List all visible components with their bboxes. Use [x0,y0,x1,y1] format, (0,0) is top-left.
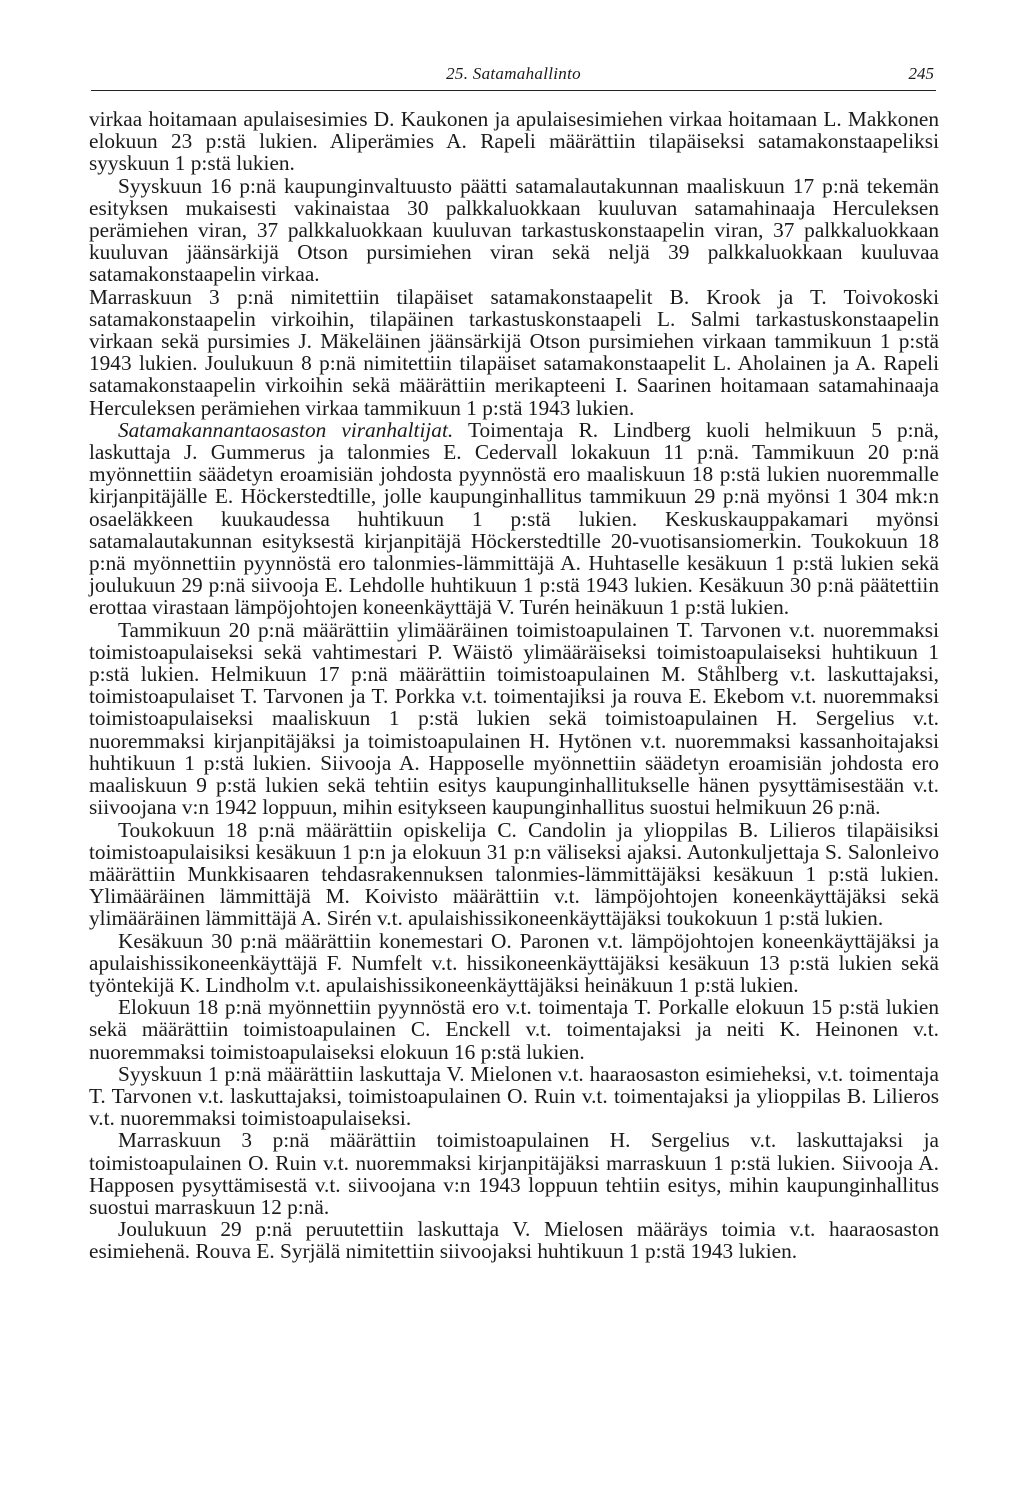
body-text [89,108,939,1263]
header-title: 25. Satamahallinto [446,64,581,83]
paragraph: Elokuun 18 p:nä myönnettiin pyynnöstä ero v.t. toimentaja T. Porkalle elokuun 15 p:stä lukien sekä määrättiin toimistoapulainen C. Enckell v.t. toimentajaksi ja neiti K. Heinonen v.t. nuoremmaksi toimistoapulaiseksi elokuun 16 p:stä lukien. [89,995,939,1064]
paragraph: Marraskuun 3 p:nä nimitettiin tilapäiset satamakonstaapelit B. Krook ja T. Toivokoski satamakonstaapelin virkoihin, tilapäinen tarkastuskonstaapeli L. Salmi tarkastuskonstaapelin virkaan sekä pursimies J. Mäkeläinen jäänsärkijä Otson pursimiehen virkaan tammikuun 1 p:stä 1943 lukien. Joulukuun 8 p:nä nimitettiin tilapäiset satamakonstaapelit L. Aholainen ja A. Rapeli satamakonstaapelin virkoihin sekä määrättiin merikapteeni I. Saarinen hoitamaan satamahinaaja Herculeksen perämiehen virkaa tammikuun 1 p:stä 1943 lukien. [89,284,939,420]
paragraph: Kesäkuun 30 p:nä määrättiin konemestari O. Paronen v.t. lämpöjohtojen koneenkäyttäjäksi ja apulaishissikoneenkäyttäjä F. Numfelt v.t. hissikoneenkäyttäjäksi kesäkuun 13 p:stä lukien sekä työntekijä K. Lindholm v.t. apulaishissikoneenkäyttäjäksi heinäkuun 1 p:stä lukien. [89,928,939,997]
paragraph: virkaa hoitamaan apulaisesimies D. Kaukonen ja apulaisesimiehen virkaa hoitamaan L. Makkonen elokuun 23 p:stä lukien. Aliperämies A. Rapeli määrättiin tilapäiseksi satamakonstaapeliksi syyskuun 1 p:stä lukien. [89,107,939,176]
section-heading: Satamakannantaosaston viranhaltijat. [118,417,454,442]
section-paragraph [89,419,939,619]
paragraph: Syyskuun 1 p:nä määrättiin laskuttaja V. Mielonen v.t. haaraosaston esimieheksi, v.t. toimentaja T. Tarvonen v.t. laskuttajaksi, toimistoapulainen O. Ruin v.t. toimentajaksi ja ylioppilas B. Lilieros v.t. nuoremmaksi toimistoapulaiseksi. [89,1061,939,1131]
paragraph: Joulukuun 29 p:nä peruutettiin laskuttaja V. Mielosen määräys toimia v.t. haaraosaston esimiehenä. Rouva E. Syrjälä nimitettiin siivoojaksi huhtikuun 1 p:stä 1943 lukien. [89,1217,939,1264]
section-lead-text: Toimentaja R. Lindberg kuoli helmikuun 5 p:nä, laskuttaja J. Gummerus ja talonmies E. Cedervall lokakuun 11 p:nä. Tammikuun 20 p:nä myönnettiin säädetyn eroamisiän johdosta pyynnöstä ero maaliskuun 18 p:stä lukien nuoremmalle kirjanpitäjälle E. Höckerstedtille, jolle kaupunginhallitus tammikuun 29 p:nä myönsi 1 304 mk:n osaeläkkeen kuukaudessa huhtikuun 1 p:stä lukien. Keskuskauppakamari myönsi satamalautakunnan esityksestä kirjanpitäjä Höckerstedtille 20-vuotisansiomerkin. Toukokuun 18 p:nä myönnettiin pyynnöstä ero talonmies-lämmittäjä A. Huhtaselle kesäkuun 1 p:stä lukien sekä joulukuun 29 p:nä siivooja E. Lehdolle huhtikuun 1 p:stä 1943 lukien. Kesäkuun 30 p:nä päätettiin erottaa virastaan lämpöjohtojen koneenkäyttäjä V. Turén heinäkuun 1 p:stä lukien. [89,417,939,620]
page-number: 245 [908,64,934,83]
paragraph: Tammikuun 20 p:nä määrättiin ylimääräinen toimistoapulainen T. Tarvonen v.t. nuoremmaksi toimistoapulaiseksi sekä vahtimestari P. Wäistö ylimääräiseksi toimistoapulaiseksi huhtikuun 1 p:stä lukien. Helmikuun 17 p:nä määrättiin toimistoapulainen M. Ståhlberg v.t. laskuttajaksi, toimistoapulaiset T. Tarvonen ja T. Porkka v.t. toimentajiksi ja rouva E. Ekebom v.t. nuoremmaksi toimistoapulaiseksi maaliskuun 1 p:stä lukien sekä toimistoapulainen H. Sergelius v.t. nuoremmaksi kirjanpitäjäksi ja toimistoapulainen H. Hytönen v.t. nuoremmaksi kassanhoitajaksi huhtikuun 1 p:stä lukien. Siivooja A. Happoselle myönnettiin säädetyn eroamisiän johdosta ero maaliskuun 9 p:stä lukien sekä tehtiin esitys kaupunginhallitukselle hänen pysyttämisestään v.t. siivoojana v:n 1942 loppuun, mihin esitykseen kaupunginhallitus suostui helmikuun 26 p:nä. [89,617,939,820]
paragraph: Toukokuun 18 p:nä määrättiin opiskelija C. Candolin ja ylioppilas B. Lilieros tilapäisiksi toimistoapulaisiksi kesäkuun 1 p:n ja elokuun 31 p:n väliseksi ajaksi. Autonkuljettaja S. Salonleivo määrättiin Munkkisaaren tehdasrakennuksen talonmies-lämmittäjäksi kesäkuun 1 p:stä lukien. Ylimääräinen lämmittäjä M. Koivisto määrättiin v.t. lämpöjohtojen koneenkäyttäjäksi sekä ylimääräinen lämmittäjä A. Sirén v.t. apulaishissikoneenkäyttäjäksi toukokuun 1 p:stä lukien. [89,817,939,931]
paragraph: Syyskuun 16 p:nä kaupunginvaltuusto päätti satamalautakunnan maaliskuun 17 p:nä tekemän esityksen mukaisesti vakinaistaa 30 palkkaluokkaan kuuluvan satamahinaaja Herculeksen perämiehen viran, 37 palkkaluokkaan kuuluvan tarkastuskonstaapelin viran, 37 palkkaluokkaan kuuluvan jäänsärkijä Otson pursimiehen viran sekä neljä 39 palkkaluokkaan kuuluvaa satamakonstaapelin virkaa. [89,173,939,287]
paragraph: Marraskuun 3 p:nä määrättiin toimistoapulainen H. Sergelius v.t. laskuttajaksi ja toimistoapulainen O. Ruin v.t. nuoremmaksi kirjanpitäjäksi marraskuun 1 p:stä lukien. Siivooja A. Happosen pysyttämisestä v.t. siivoojana v:n 1943 loppuun tehtiin esitys, mihin kaupunginhallitus suostui marraskuun 12 p:nä. [89,1128,939,1219]
running-header [91,62,936,91]
